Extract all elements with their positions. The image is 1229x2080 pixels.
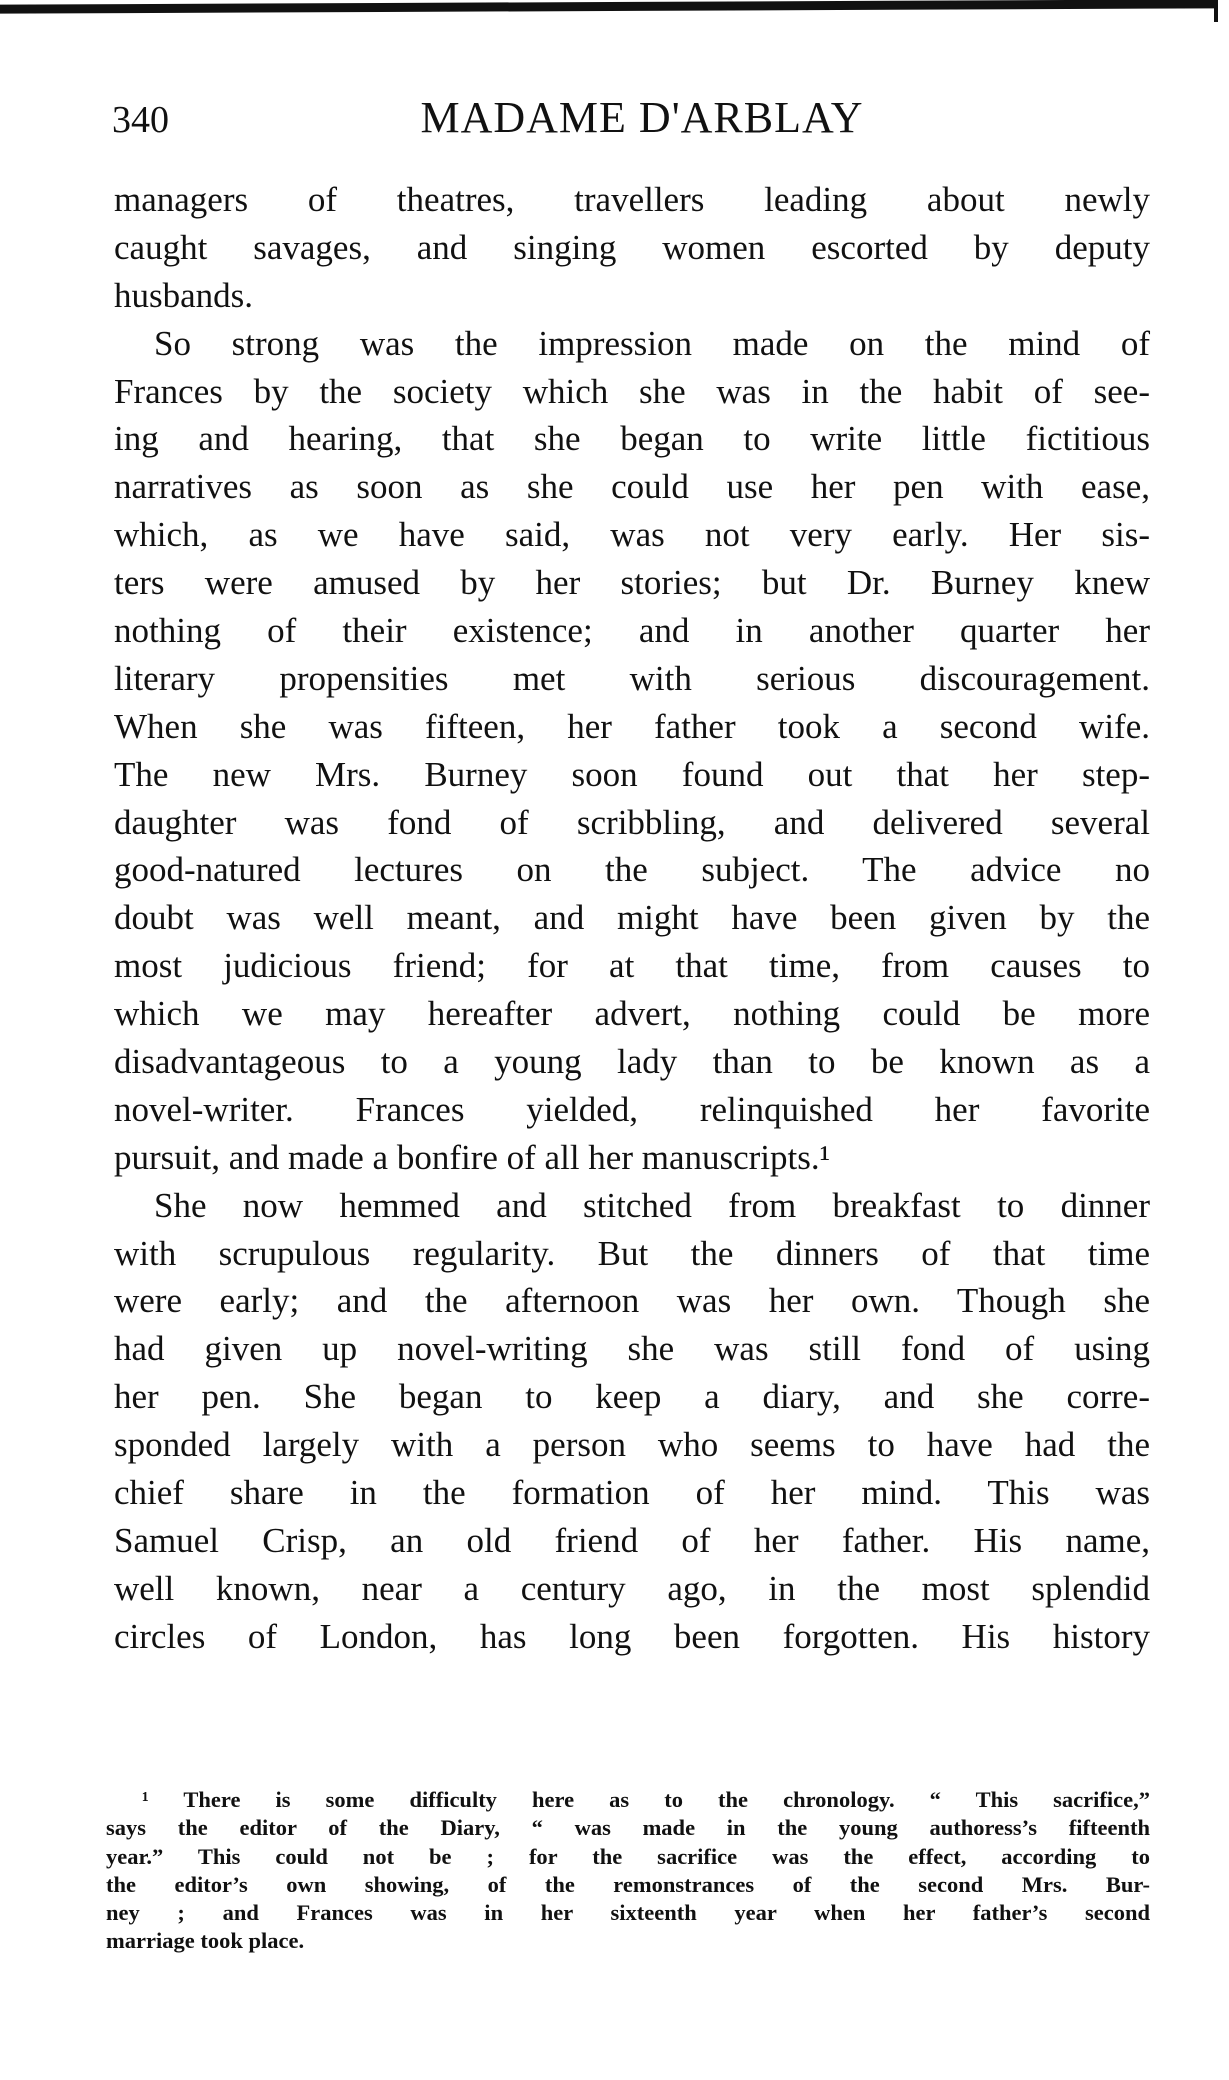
- text-line: her pen. She began to keep a diary, and she corre-: [114, 1377, 1150, 1417]
- text-line: well known, near a century ago, in the most splendid: [114, 1568, 1150, 1608]
- body-text: [114, 176, 1150, 1661]
- text-line: Samuel Crisp, an old friend of her father. His name,: [114, 1520, 1150, 1560]
- page-header: [112, 92, 1152, 152]
- text-line: good-natured lectures on the subject. The advice no: [114, 850, 1150, 890]
- text-line: So strong was the impression made on the mind of: [154, 323, 1150, 363]
- text-line: husbands.: [114, 275, 254, 315]
- text-line: disadvantageous to a young lady than to be known as a: [114, 1042, 1150, 1082]
- text-line: which, as we have said, was not very early. Her sis-: [114, 515, 1150, 555]
- footnote-line: marriage took place.: [106, 1928, 305, 1954]
- text-line: nothing of their existence; and in another quarter her: [114, 611, 1150, 651]
- text-line: circles of London, has long been forgotten. His history: [114, 1616, 1150, 1656]
- footnote-line: ney ; and Frances was in her sixteenth year when her father’s second: [106, 1900, 1150, 1926]
- text-line: daughter was fond of scribbling, and delivered several: [114, 802, 1150, 842]
- text-line: ters were amused by her stories; but Dr. Burney knew: [114, 563, 1150, 603]
- text-line: with scrupulous regularity. But the dinners of that time: [114, 1233, 1150, 1273]
- text-line: caught savages, and singing women escorted by deputy: [114, 227, 1150, 267]
- text-line: sponded largely with a person who seems to have had the: [114, 1425, 1150, 1465]
- footnote: [106, 1786, 1150, 1956]
- text-line: ing and hearing, that she began to write little fictitious: [114, 419, 1150, 459]
- running-title: MADAME D'ARBLAY: [420, 93, 864, 142]
- paragraph: [114, 1182, 1150, 1661]
- text-line: pursuit, and made a bonfire of all her manuscripts.¹: [114, 1137, 831, 1177]
- text-line: narratives as soon as she could use her pen with ease,: [114, 467, 1150, 507]
- footnote-line: ¹ There is some difficulty here as to the chronology. “ This sacrifice,”: [142, 1787, 1150, 1812]
- text-line: managers of theatres, travellers leading about newly: [114, 180, 1150, 219]
- text-line: literary propensities met with serious discouragement.: [114, 658, 1150, 698]
- text-line: most judicious friend; for at that time, from causes to: [114, 946, 1150, 986]
- text-line: which we may hereafter advert, nothing could be more: [114, 994, 1150, 1034]
- text-line: novel-writer. Frances yielded, relinquished her favorite: [114, 1089, 1150, 1129]
- text-line: She now hemmed and stitched from breakfast to dinner: [154, 1185, 1150, 1225]
- paragraph: [114, 320, 1150, 1182]
- footnote-line: the editor’s own showing, of the remonstrances of the second Mrs. Bur-: [106, 1871, 1150, 1897]
- text-line: doubt was well meant, and might have been given by the: [114, 898, 1150, 938]
- text-line: Frances by the society which she was in the habit of see-: [114, 371, 1150, 411]
- text-line: When she was fifteen, her father took a second wife.: [114, 706, 1150, 746]
- footnote-line: says the editor of the Diary, “ was made in the young authoress’s fifteenth: [106, 1815, 1150, 1841]
- right-scan-border: [1214, 0, 1218, 22]
- footnote-line: year.” This could not be ; for the sacrifice was the effect, according to: [106, 1843, 1150, 1869]
- page-number: 340: [112, 99, 169, 141]
- text-line: had given up novel-writing she was still fond of using: [114, 1329, 1150, 1369]
- text-line: were early; and the afternoon was her own. Though she: [114, 1281, 1150, 1321]
- text-line: chief share in the formation of her mind. This was: [114, 1473, 1150, 1513]
- top-scan-border: [0, 0, 1218, 14]
- text-line: The new Mrs. Burney soon found out that her step-: [114, 754, 1150, 794]
- paragraph: [114, 176, 1150, 320]
